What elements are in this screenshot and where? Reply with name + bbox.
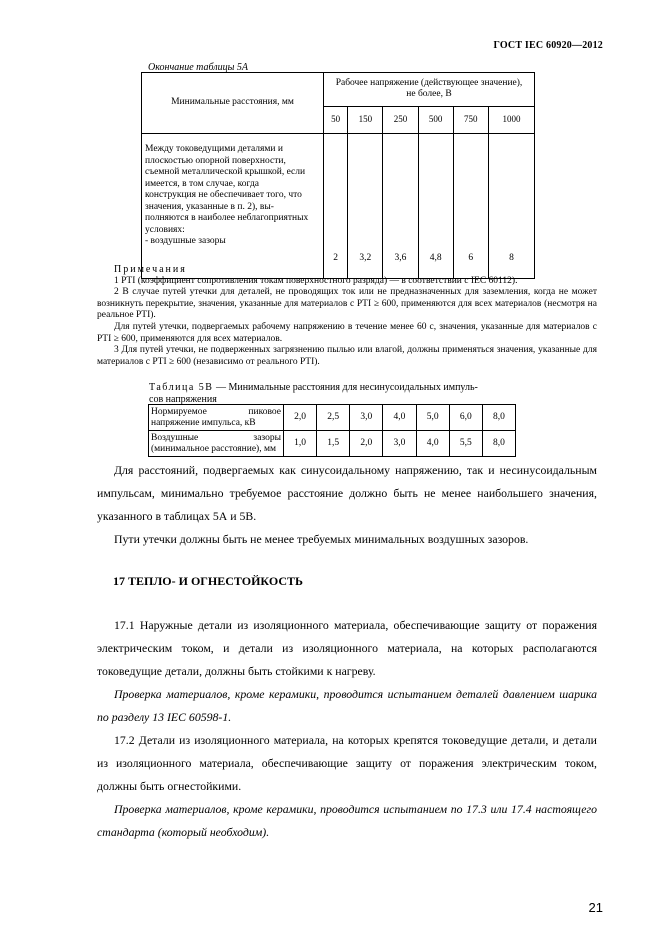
table-5a-caption: Окончание таблицы 5А	[148, 62, 249, 73]
voltage-header: 1000	[488, 106, 534, 133]
value-cell: 3,2	[348, 134, 383, 279]
row-label: Воздушные зазоры (минимальное расстояние), мм	[149, 431, 284, 457]
voltage-header: 250	[383, 106, 418, 133]
value-cell: 2	[324, 134, 348, 279]
notes-block	[97, 264, 597, 368]
note-3: 3 Для путей утечки, не подверженных загрязнению пылью или влагой, должны применяться значения, указанные для материалов с PTI ≥ 600 (независимо от реального PTI).	[97, 345, 597, 367]
paragraph-check-fire: Проверка материалов, кроме керамики, проводится испытанием по 17.3 или 17.4 настоящего стандарта (который необходим).	[97, 802, 597, 839]
row-label: Нормируемое пиковое напряжение импульса, кВ	[149, 405, 284, 431]
value-cell: 6	[453, 134, 488, 279]
value-cell: 8,0	[482, 405, 515, 431]
value-cell: 2,0	[350, 431, 383, 457]
row-description: Между токоведущими деталями и плоскостью опорной поверхности, съемной металлической крышкой, если имеется, в том случае, когда конструкция не обеспечивает того, что значения, указанные в п. 2), вы- полняются в наиболее неблагоприятных условиях: - воздушные зазоры	[142, 134, 324, 279]
page-number: 21	[588, 900, 603, 915]
working-voltage-header: Рабочее напряжение (действующее значение), не более, В	[324, 73, 535, 107]
section-title: 17 ТЕПЛО- И ОГНЕСТОЙКОСТЬ	[113, 574, 303, 588]
value-cell: 2,0	[284, 405, 317, 431]
value-cell: 3,0	[383, 431, 416, 457]
paragraph-check-ball: Проверка материалов, кроме керамики, проводится испытанием деталей давлением шарика по разделу 13 IEC 60598-1.	[97, 687, 597, 724]
value-cell: 4,0	[416, 431, 449, 457]
value-cell: 1,0	[284, 431, 317, 457]
value-cell: 4,8	[418, 134, 453, 279]
value-cell: 4,0	[383, 405, 416, 431]
value-cell: 8	[488, 134, 534, 279]
paragraph-17-1: 17.1 Наружные детали из изоляционного материала, обеспечивающие защиту от поражения электрическим током, и детали из изоляционного материала, на которых располагаются токоведущие детали, должны быть стойкими к нагреву.	[97, 618, 597, 678]
value-cell: 3,6	[383, 134, 418, 279]
paragraph-17-2: 17.2 Детали из изоляционного материала, на которых крепятся токоведущие детали, и детали из изоляционного материала, обеспечивающие защиту от поражения электрическим током, должны быть огнестойкими.	[97, 733, 597, 793]
voltage-header: 50	[324, 106, 348, 133]
paragraph-creepage: Пути утечки должны быть не менее требуемых минимальных воздушных зазоров.	[114, 532, 529, 546]
paragraph-distances: Для расстояний, подвергаемых как синусоидальному напряжению, так и несинусоидальным импульсам, минимально требуемое расстояние должно быть не менее наибольшего значения, указанного в таблицах 5А и 5В.	[97, 463, 597, 523]
note-2b: Для путей утечки, подвергаемых рабочему напряжению в течение менее 60 с, значения, указанные для материалов с PTI ≥ 600, применяются для всех материалов.	[97, 321, 597, 344]
value-cell: 1,5	[317, 431, 350, 457]
table-5b	[148, 404, 516, 457]
value-cell: 5,0	[416, 405, 449, 431]
value-cell: 8,0	[482, 431, 515, 457]
table-5a	[141, 72, 535, 279]
value-cell: 5,5	[449, 431, 482, 457]
table-5b-caption: Таблица 5В — Минимальные расстояния для несинусоидальных импуль- сов напряжения	[149, 382, 478, 405]
value-cell: 3,0	[350, 405, 383, 431]
notes-title: Примечания	[114, 264, 187, 275]
voltage-header: 500	[418, 106, 453, 133]
min-distance-header: Минимальные расстояния, мм	[142, 73, 324, 134]
value-cell: 6,0	[449, 405, 482, 431]
value-cell: 2,5	[317, 405, 350, 431]
note-1: 1 PTI (коэффициент сопротивления токам поверхностного разряда) — в соответствии с IEC 60112).	[114, 275, 518, 286]
note-2a: 2 В случае путей утечки для деталей, не проводящих ток или не предназначенных для заземления, когда не может возникнуть перекрытие, значения, указанные для материалов с PTI ≥ 600, применяются для всех материалов (несмотря на реальное PTI).	[97, 287, 597, 321]
voltage-header: 150	[348, 106, 383, 133]
voltage-header: 750	[453, 106, 488, 133]
document-header: ГОСТ IEC 60920—2012	[493, 40, 603, 51]
